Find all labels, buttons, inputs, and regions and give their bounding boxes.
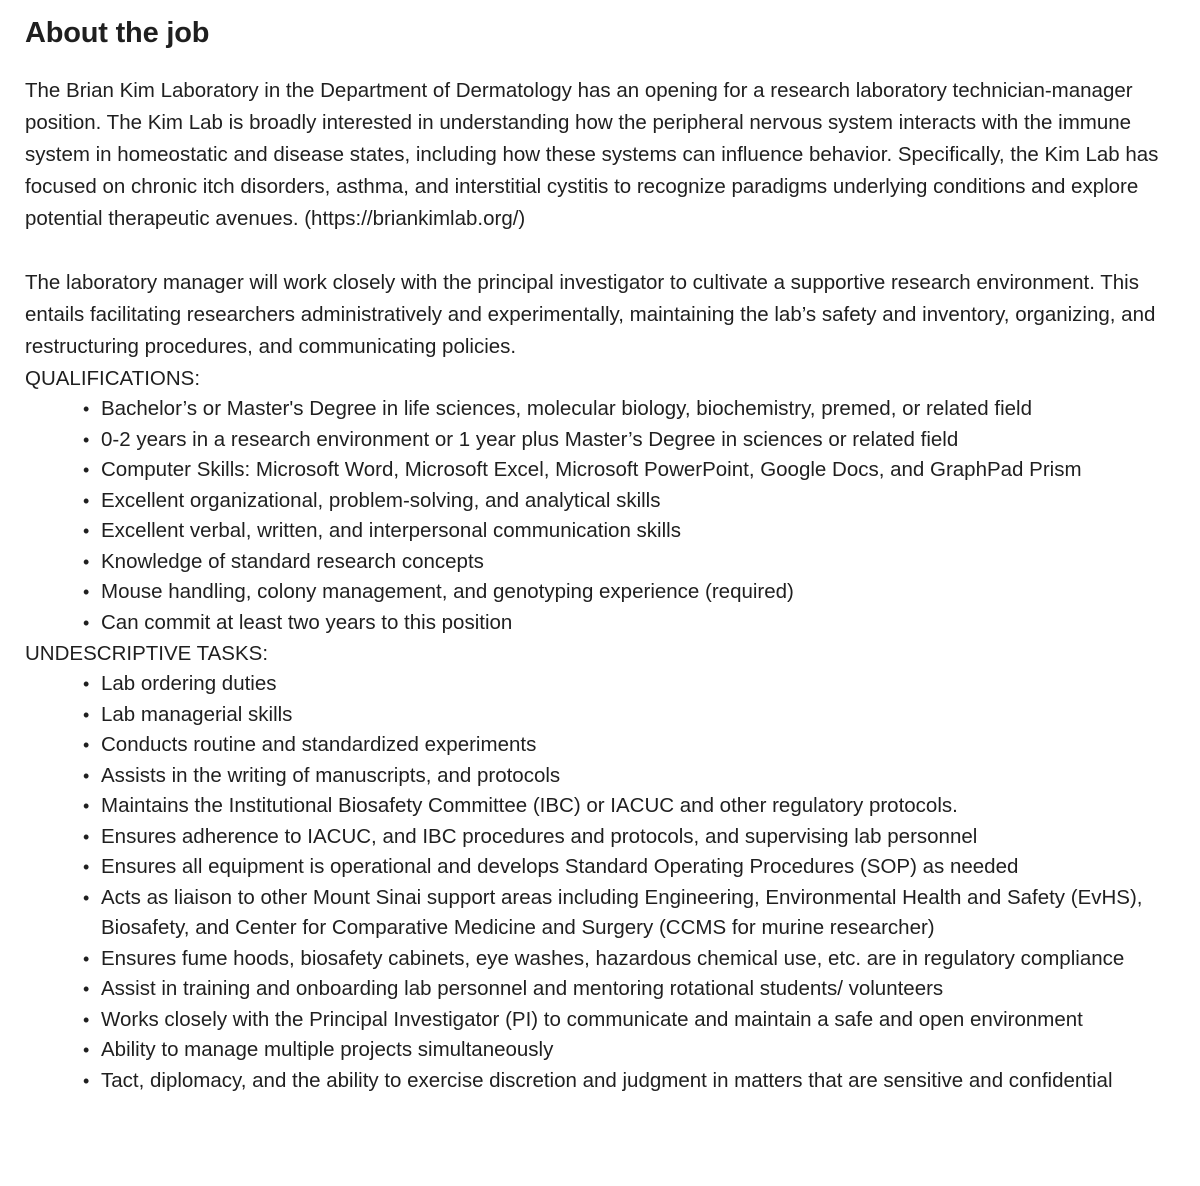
bullet-icon: • xyxy=(83,948,90,969)
task-text: Ensures adherence to IACUC, and IBC procedures and protocols, and supervising lab personnel xyxy=(101,824,978,848)
task-item xyxy=(83,852,1180,883)
qualification-text: Computer Skills: Microsoft Word, Microsoft Excel, Microsoft PowerPoint, Google Docs, and GraphPad Prism xyxy=(101,458,1082,481)
qualification-item xyxy=(83,455,1180,486)
task-text: Tact, diplomacy, and the ability to exercise discretion and judgment in matters that are sensitive and confidential xyxy=(101,1068,1113,1092)
bullet-icon: • xyxy=(83,399,90,419)
bullet-icon: • xyxy=(83,979,90,999)
paragraph-spacer xyxy=(25,235,1180,267)
task-text: Lab ordering duties xyxy=(101,672,277,695)
qualification-text: Can commit at least two years to this position xyxy=(101,610,513,634)
qualification-text: Excellent organizational, problem-solving, and analytical skills xyxy=(101,488,661,512)
qualification-text: 0-2 years in a research environment or 1 year plus Master’s Degree in sciences or related field xyxy=(101,427,959,451)
qualification-item xyxy=(83,516,1180,547)
bullet-icon: • xyxy=(83,1009,90,1030)
qualification-item xyxy=(83,608,1180,639)
task-text: Works closely with the Principal Investigator (PI) to communicate and maintain a safe and open environment xyxy=(101,1007,1083,1031)
qualification-item xyxy=(83,577,1180,608)
task-item xyxy=(83,1035,1180,1066)
task-item xyxy=(83,974,1180,1005)
task-text: Lab managerial skills xyxy=(101,702,293,726)
qualification-item xyxy=(83,394,1180,425)
bullet-icon: • xyxy=(83,826,90,847)
task-text: Acts as liaison to other Mount Sinai support areas including Engineering, Environmental Health and Safety (EvHS), Biosafety, and Center for Comparative Medicine and Surgery (CCMS for murine researcher) xyxy=(101,885,1143,939)
task-text: Assist in training and onboarding lab personnel and mentoring rotational students/ volunteers xyxy=(101,977,944,1000)
job-section-title: About the job xyxy=(25,17,210,49)
qualification-text: Knowledge of standard research concepts xyxy=(101,549,484,573)
task-item xyxy=(83,791,1180,822)
task-text: Ensures all equipment is operational and develops Standard Operating Procedures (SOP) as needed xyxy=(101,855,1019,878)
task-item xyxy=(83,944,1180,975)
task-text: Ensures fume hoods, biosafety cabinets, eye washes, hazardous chemical use, etc. are in regulatory compliance xyxy=(101,946,1125,970)
task-item xyxy=(83,761,1180,792)
qualifications-heading: QUALIFICATIONS: xyxy=(25,367,201,390)
task-item xyxy=(83,883,1180,944)
bullet-icon: • xyxy=(83,490,90,511)
qualification-text: Excellent verbal, written, and interpersonal communication skills xyxy=(101,519,681,542)
manager-paragraph: The laboratory manager will work closely with the principal investigator to cultivate a supportive research environment. This entails facilitating researchers administratively and experimentally, maintaining the lab’s safety and inventory, organizing, and restructuring procedures, and communicating policies. xyxy=(25,271,1156,358)
task-item xyxy=(83,700,1180,731)
bullet-icon: • xyxy=(83,735,90,755)
task-item xyxy=(83,1066,1180,1097)
bullet-icon: • xyxy=(83,1040,90,1060)
intro-paragraph: The Brian Kim Laboratory in the Department of Dermatology has an opening for a research laboratory technician-manager position. The Kim Lab is broadly interested in understanding how the peripheral nervous system interacts with the immune system in homeostatic and disease states, including how these systems can influence behavior. Specifically, the Kim Lab has focused on chronic itch disorders, asthma, and interstitial cystitis to recognize paradigms underlying conditions and explore potential therapeutic avenues. (https://briankimlab.org/) xyxy=(25,79,1159,230)
bullet-icon: • xyxy=(83,1070,90,1091)
qualification-text: Mouse handling, colony management, and genotyping experience (required) xyxy=(101,580,794,603)
tasks-heading: UNDESCRIPTIVE TASKS: xyxy=(25,642,269,665)
bullet-icon: • xyxy=(83,704,90,725)
bullet-icon: • xyxy=(83,582,90,602)
qualifications-list xyxy=(25,394,1180,638)
bullet-icon: • xyxy=(83,429,90,450)
task-text: Ability to manage multiple projects simultaneously xyxy=(101,1038,554,1061)
task-item xyxy=(83,822,1180,853)
bullet-icon: • xyxy=(83,551,90,572)
bullet-icon: • xyxy=(83,887,90,908)
bullet-icon: • xyxy=(83,796,90,816)
bullet-icon: • xyxy=(83,674,90,694)
task-text: Assists in the writing of manuscripts, and protocols xyxy=(101,763,561,787)
qualification-item xyxy=(83,486,1180,517)
bullet-icon: • xyxy=(83,521,90,541)
task-item xyxy=(83,1005,1180,1036)
job-description-body xyxy=(25,75,1180,1096)
qualification-item xyxy=(83,547,1180,578)
task-item xyxy=(83,730,1180,761)
qualification-item xyxy=(83,425,1180,456)
task-text: Maintains the Institutional Biosafety Committee (IBC) or IACUC and other regulatory protocols. xyxy=(101,794,958,817)
bullet-icon: • xyxy=(83,460,90,480)
tasks-list xyxy=(25,669,1180,1096)
bullet-icon: • xyxy=(83,857,90,877)
bullet-icon: • xyxy=(83,765,90,786)
bullet-icon: • xyxy=(83,612,90,633)
task-item xyxy=(83,669,1180,700)
qualification-text: Bachelor’s or Master's Degree in life sciences, molecular biology, biochemistry, premed, or related field xyxy=(101,397,1032,420)
task-text: Conducts routine and standardized experiments xyxy=(101,733,537,756)
